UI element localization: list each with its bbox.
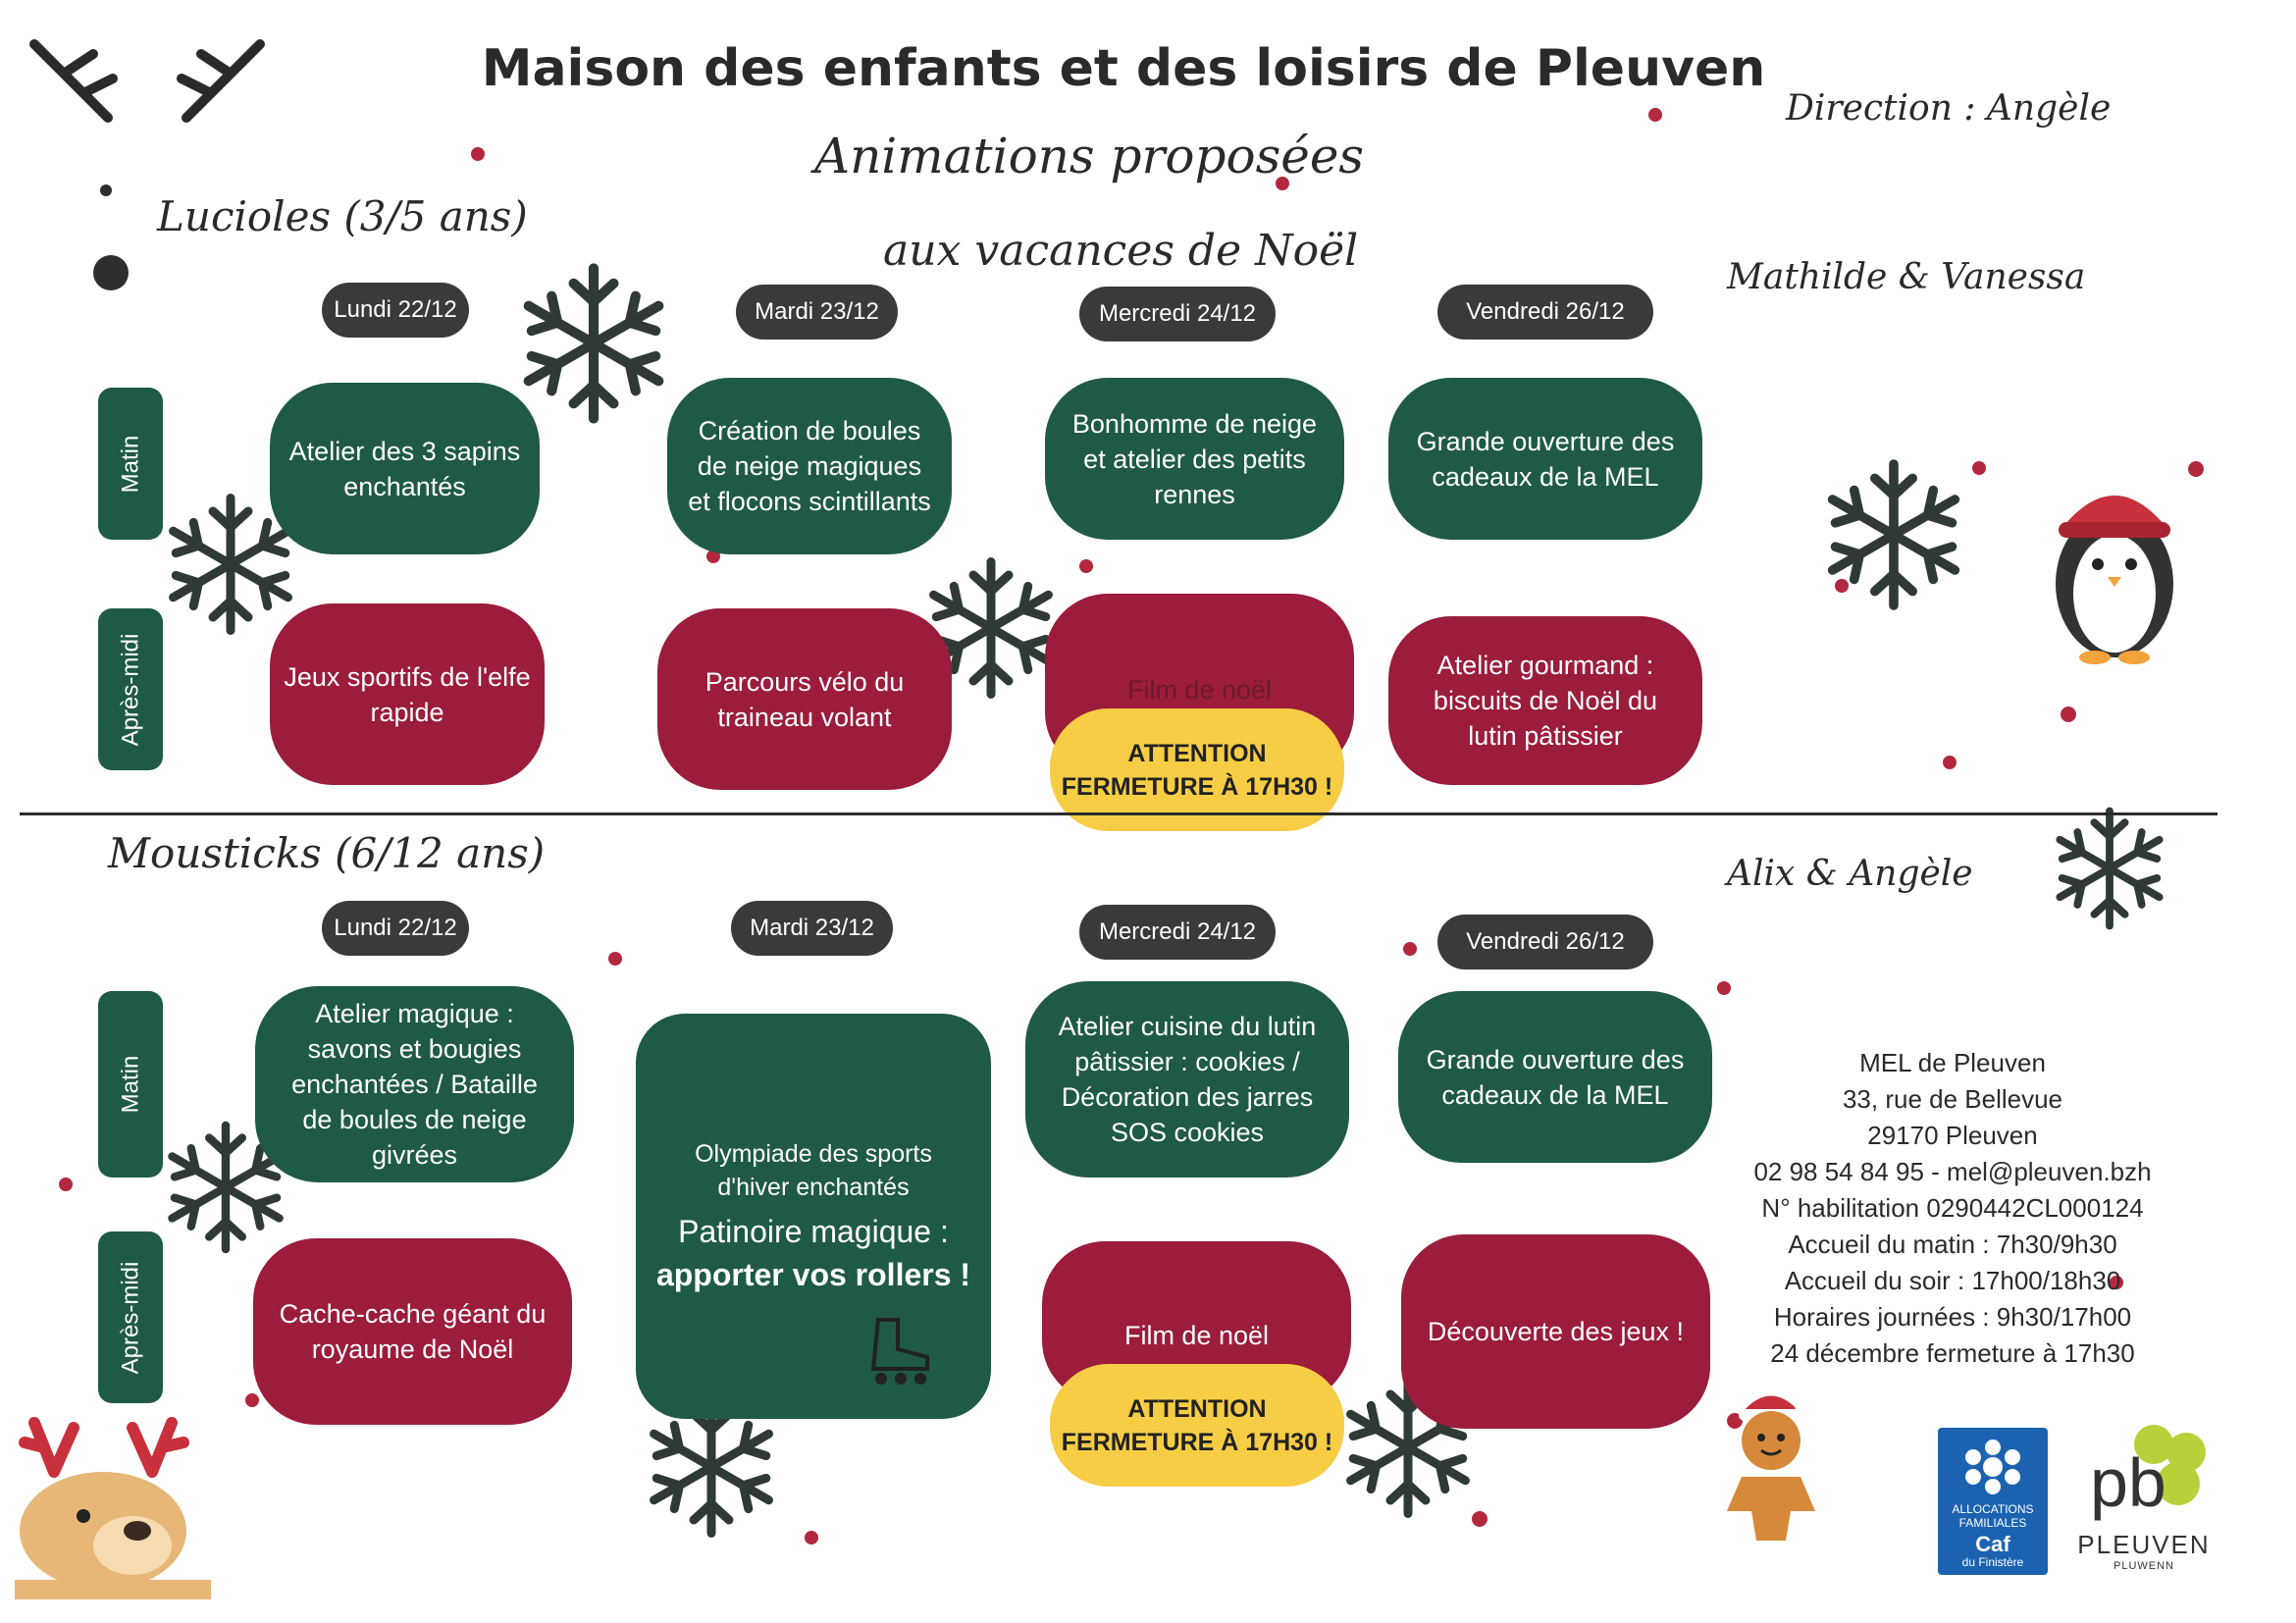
page-title: Maison des enfants et des loisirs de Pleuven <box>481 39 1766 98</box>
decor-dot <box>805 1531 818 1544</box>
decor-dot <box>471 147 485 161</box>
decor-dot <box>245 1393 259 1407</box>
day-header: Mercredi 24/12 <box>1079 287 1276 341</box>
caf-name: Caf <box>1975 1532 2010 1556</box>
subtitle-line2: aux vacances de Noël <box>883 226 1359 276</box>
closing-warning: ATTENTION FERMETURE À 17H30 ! <box>1050 1364 1344 1487</box>
period-label-apres-midi: Après-midi <box>98 1231 163 1403</box>
snowflake-icon <box>2046 805 2173 932</box>
staff-lucioles: Mathilde & Vanessa <box>1727 257 2086 297</box>
info-line: 33, rue de Bellevue <box>1842 1084 2063 1114</box>
day-header: Mardi 23/12 <box>736 285 898 340</box>
activity-card: Atelier gourmand : biscuits de Noël du lutin pâtissier <box>1388 616 1702 785</box>
roller-skate-icon <box>863 1310 942 1388</box>
pleuven-mark: pb <box>2090 1444 2166 1521</box>
decor-dot <box>1648 108 1662 122</box>
decor-dot <box>2061 707 2076 722</box>
day-header: Lundi 22/12 <box>322 283 469 338</box>
decor-dot <box>93 255 129 290</box>
day-header: Mardi 23/12 <box>731 901 893 956</box>
activity-card: Film de noël <box>1042 1241 1351 1403</box>
activity-card: Bonhomme de neige et atelier des petits rennes <box>1045 378 1344 540</box>
activity-card: Création de boules de neige magiques et flocons scintillants <box>667 378 952 554</box>
staff-mousticks: Alix & Angèle <box>1727 854 1973 894</box>
pleuven-mark-icon <box>2070 1423 2218 1526</box>
penguin-icon <box>2041 461 2188 667</box>
decor-dot <box>1717 981 1731 995</box>
activity-card: Cache-cache géant du royaume de Noël <box>253 1238 572 1425</box>
section-divider <box>20 812 2218 815</box>
decor-dot <box>2188 461 2204 477</box>
decor-dot <box>608 952 622 966</box>
activity-card: Parcours vélo du traineau volant <box>657 608 952 790</box>
activity-line: apporter vos rollers ! <box>655 1256 971 1292</box>
info-line: N° habilitation 0290442CL000124 <box>1761 1193 2144 1223</box>
pleuven-logo <box>2061 1423 2227 1590</box>
activity-line: Patinoire magique : <box>678 1213 949 1249</box>
decor-dot <box>1943 756 1957 769</box>
decor-dot <box>100 184 112 196</box>
info-line: Horaires journées : 9h30/17h00 <box>1773 1302 2132 1332</box>
caf-flower-icon <box>1958 1438 2027 1496</box>
snowflake-icon <box>510 260 677 427</box>
direction-label: Direction : Angèle <box>1786 88 2112 129</box>
decor-dot <box>1079 559 1093 573</box>
group-title-mousticks: Mousticks (6/12 ans) <box>108 829 546 877</box>
activity-line: Olympiade des sports d'hiver enchantés <box>695 1139 932 1201</box>
day-header: Lundi 22/12 <box>322 901 469 956</box>
info-line: Accueil du matin : 7h30/9h30 <box>1788 1230 2117 1259</box>
caf-logo <box>1938 1428 2048 1575</box>
info-line: 02 98 54 84 95 - mel@pleuven.bzh <box>1753 1157 2152 1186</box>
activity-card: Grande ouverture des cadeaux de la MEL <box>1398 991 1712 1163</box>
period-label-apres-midi: Après-midi <box>98 608 163 770</box>
decor-dot <box>59 1178 73 1191</box>
activity-card: Film de noël <box>1045 594 1354 775</box>
period-label-matin: Matin <box>98 991 163 1178</box>
activity-card: Atelier magique : savons et bougies enchantées / Bataille de boules de neige givrées <box>255 986 574 1182</box>
pleuven-name: PLEUVEN <box>2077 1530 2211 1559</box>
info-line: MEL de Pleuven <box>1859 1048 2046 1077</box>
info-block <box>1727 1045 2178 1372</box>
activity-card: Jeux sportifs de l'elfe rapide <box>270 603 545 785</box>
day-header: Vendredi 26/12 <box>1437 285 1653 340</box>
activity-card: Grande ouverture des cadeaux de la MEL <box>1388 378 1702 540</box>
activity-card: Découverte des jeux ! <box>1401 1234 1710 1429</box>
decor-dot <box>1972 461 1986 475</box>
subtitle-line1: Animations proposées <box>814 128 1365 184</box>
caf-line1: ALLOCATIONS <box>1952 1502 2034 1516</box>
decor-dot <box>1403 942 1417 956</box>
day-header: Vendredi 26/12 <box>1437 915 1653 969</box>
snowflake-icon <box>1815 456 1972 613</box>
activity-card: Atelier cuisine du lutin pâtissier : cookies / Décoration des jarres SOS cookies <box>1025 981 1349 1178</box>
info-line: 24 décembre fermeture à 17h30 <box>1770 1338 2135 1368</box>
caf-line2: FAMILIALES <box>1958 1516 2027 1530</box>
info-line: 29170 Pleuven <box>1867 1121 2038 1150</box>
reindeer-icon <box>15 1403 211 1599</box>
pleuven-sub: PLUWENN <box>2113 1560 2174 1572</box>
caf-sub: du Finistère <box>1961 1555 2024 1569</box>
group-title-lucioles: Lucioles (3/5 ans) <box>157 192 528 240</box>
closing-warning: ATTENTION FERMETURE À 17H30 ! <box>1050 708 1344 831</box>
period-label-matin: Matin <box>98 388 163 540</box>
activity-card: Atelier des 3 sapins enchantés <box>270 383 540 554</box>
info-line: Accueil du soir : 17h00/18h30 <box>1784 1266 2121 1295</box>
gingerbread-icon <box>1707 1384 1835 1550</box>
day-header: Mercredi 24/12 <box>1079 905 1276 960</box>
